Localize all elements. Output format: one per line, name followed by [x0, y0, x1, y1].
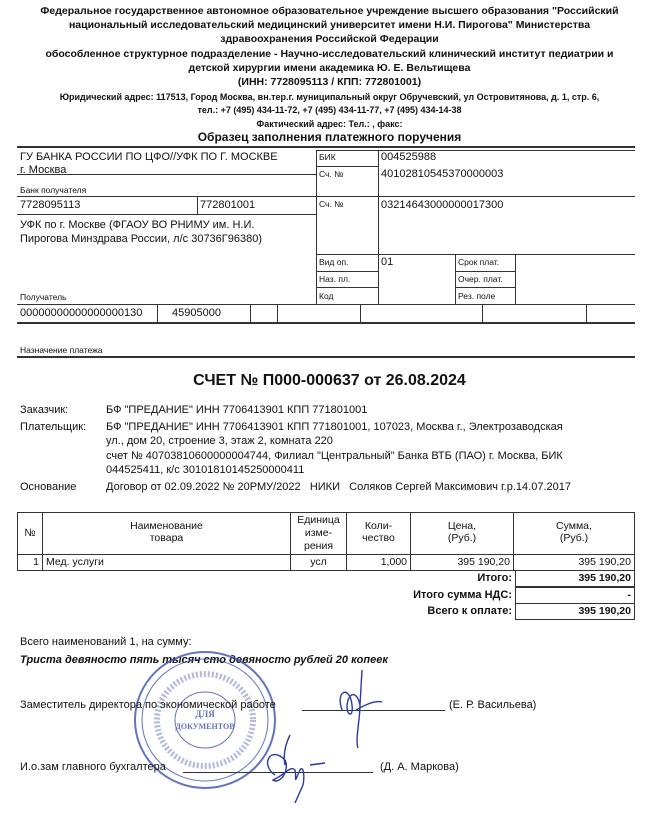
- bank-name: ГУ БАНКА РОССИИ ПО ЦФО//УФК ПО Г. МОСКВЕ: [20, 151, 278, 163]
- payer-line-3: счет № 40703810600000004744, Филиал "Центральный" Банка ВТБ (ПАО) г. Москва, БИК: [106, 450, 563, 462]
- naz-pl-label: Наз. пл.: [319, 274, 351, 284]
- sample-title: Образец заполнения платежного поручения: [197, 130, 462, 144]
- inn-kpp: (ИНН: 7728095113 / КПП: 772801001): [237, 76, 422, 88]
- bank-city: г. Москва: [20, 164, 67, 176]
- kpp-value: 772801001: [200, 199, 256, 211]
- bank-label: Банк получателя: [20, 185, 87, 195]
- deputy-name: (Е. Р. Васильева): [449, 699, 537, 711]
- ocher-label: Очер. плат.: [458, 274, 503, 284]
- oktmo-value: 45905000: [172, 307, 221, 319]
- col-header-unit: [290, 512, 347, 555]
- purpose-label: Назначение платежа: [20, 345, 103, 355]
- srok-label: Срок плат.: [458, 257, 500, 267]
- col-header-price-1: Цена,: [447, 520, 477, 532]
- bik-value: 004525988: [381, 151, 437, 163]
- col-header-sum-1: Сумма,: [556, 520, 592, 532]
- payer-line-1: БФ "ПРЕДАНИЕ" ИНН 7706413901 КПП 771801001, 107023, Москва г., Электрозаводская: [106, 421, 563, 433]
- col-header-name-2: товара: [149, 532, 184, 544]
- corr-account-value: 40102810545370000003: [381, 168, 504, 180]
- rez-label: Рез. поле: [458, 291, 496, 301]
- col-header-unit-1: Единица: [297, 514, 340, 526]
- corr-account-label: Сч. №: [319, 169, 344, 179]
- subdivision-line-1: обособленное структурное подразделение - Научно-исследовательский клинический институт педиатрии и: [45, 48, 614, 60]
- phones: тел.: +7 (495) 434-11-72, +7 (495) 434-11-77, +7 (495) 434-14-38: [197, 105, 462, 115]
- bik-label: БИК: [319, 152, 336, 162]
- row-qty: 1,000: [346, 554, 411, 571]
- row-unit: усл: [290, 554, 347, 571]
- payer-line-4: 044525411, к/с 30101810145250000411: [106, 464, 305, 476]
- col-header-sum: [513, 512, 635, 555]
- vat-value: -: [515, 587, 635, 604]
- kod-label: Код: [319, 291, 334, 301]
- grand-total-value: 395 190,20: [515, 603, 635, 620]
- col-header-qty-1: Коли-: [364, 520, 393, 532]
- col-header-sum-2: (Руб.): [559, 532, 589, 544]
- accountant-name: (Д. А. Маркова): [380, 761, 459, 773]
- vat-label: Итого сумма НДС:: [413, 589, 512, 601]
- total-label: Итого:: [477, 572, 512, 584]
- row-name: Мед. услуги: [42, 554, 291, 571]
- divider: [17, 146, 635, 148]
- col-header-num: №: [17, 512, 43, 555]
- payer-line-2: ул., дом 20, строение 3, этаж 2, комната 220: [106, 435, 333, 447]
- invoice-title: СЧЕТ № П000-000637 от 26.08.2024: [193, 372, 466, 389]
- total-value: 395 190,20: [515, 570, 635, 587]
- deputy-title: Заместитель директора по экономической работе: [20, 699, 276, 711]
- customer-label: Заказчик:: [20, 404, 69, 416]
- stamp-text-2: ДОКУМЕНТОВ: [175, 722, 235, 731]
- col-header-qty-2: чество: [362, 532, 395, 544]
- deputy-signature-icon: [330, 660, 390, 750]
- row-sum: 395 190,20: [513, 554, 635, 571]
- account-label: Сч. №: [319, 199, 344, 209]
- col-header-unit-3: рения: [303, 540, 334, 552]
- recipient-line-2: Пирогова Минздрава России, л/с 30736Г96380): [20, 233, 262, 245]
- vid-op-value: 01: [381, 256, 394, 268]
- accountant-title: И.о.зам главного бухгалтера: [20, 761, 166, 773]
- actual-address: Фактический адрес: Тел.: , факс:: [256, 119, 403, 129]
- payer-label: Плательщик:: [20, 421, 87, 433]
- stamp-text-1: ДЛЯ: [195, 709, 215, 719]
- legal-address: Юридический адрес: 117513, Город Москва, вн.тер.г. муниципальный округ Обручевский, ул Островитянова, д. 1, стр. 6,: [59, 92, 600, 102]
- items-count-line: Всего наименований 1, на сумму:: [20, 636, 192, 648]
- col-header-name-1: Наименование: [130, 520, 203, 532]
- col-header-price: [410, 512, 514, 555]
- col-header-qty: [346, 512, 411, 555]
- vid-op-label: Вид оп.: [319, 257, 349, 267]
- org-name-line-3: здравоохранения Российской Федерации: [220, 33, 439, 45]
- org-name-line-2: национальный исследовательский медицинский университет имени Н.И. Пирогова" Министерства: [68, 19, 591, 31]
- amount-in-words: Триста девяносто пять тысяч сто девяносто рублей 20 копеек: [20, 654, 388, 666]
- grand-total-label: Всего к оплате:: [427, 605, 512, 617]
- row-num: 1: [17, 554, 43, 571]
- recipient-label: Получатель: [20, 292, 67, 302]
- kbk-value: 00000000000000000130: [20, 307, 143, 319]
- col-header-name: [42, 512, 291, 555]
- row-price: 395 190,20: [410, 554, 514, 571]
- col-header-unit-2: изме-: [304, 527, 333, 539]
- inn-value: 7728095113: [20, 199, 81, 211]
- col-header-price-2: (Руб.): [447, 532, 477, 544]
- org-name-line-1: Федеральное государственное автономное образовательное учреждение высшего образования "Российский: [40, 5, 619, 17]
- basis-label: Основание: [20, 481, 77, 493]
- basis-value: Договор от 02.09.2022 № 20РМУ/2022 НИКИ Соляков Сергей Максимович г.р.14.07.2017: [106, 481, 571, 493]
- customer-value: БФ "ПРЕДАНИЕ" ИНН 7706413901 КПП 771801001: [106, 404, 368, 416]
- subdivision-line-2: детской хирургии имени академика Ю. Е. Вельтищева: [188, 62, 471, 74]
- account-value: 03214643000000017300: [381, 199, 504, 211]
- recipient-line-1: УФК по г. Москве (ФГАОУ ВО РНИМУ им. Н.И.: [20, 219, 255, 231]
- accountant-signature-icon: [255, 725, 335, 805]
